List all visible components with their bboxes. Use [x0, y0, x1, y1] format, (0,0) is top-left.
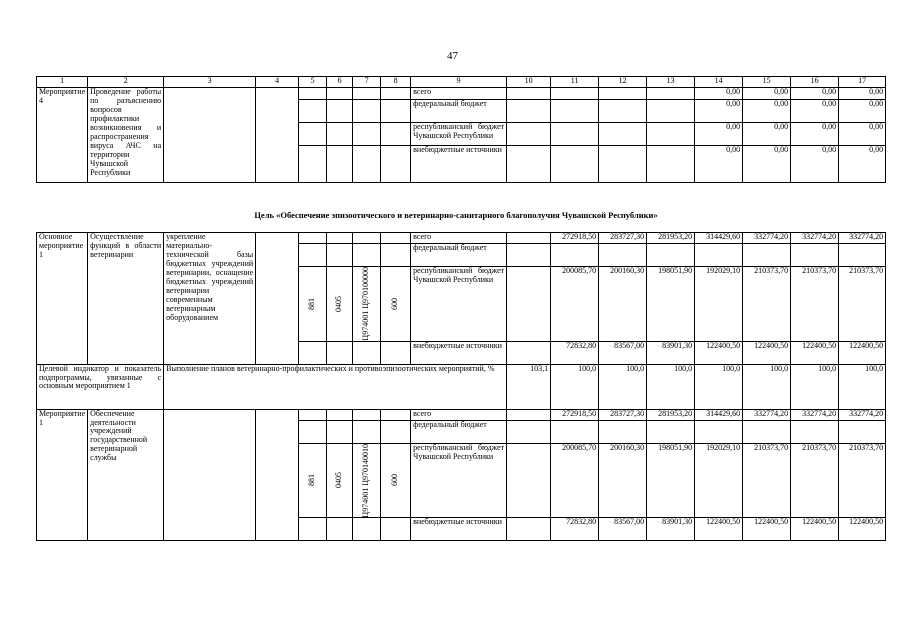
- value-cell: 0,00: [743, 123, 791, 146]
- value-cell: 210373,70: [791, 443, 839, 518]
- value-cell: 0,00: [791, 100, 839, 123]
- header-row: [37, 77, 886, 88]
- code-cell: [353, 518, 381, 541]
- vertical-code: 881: [307, 474, 317, 487]
- value-cell: [551, 88, 599, 100]
- value-cell: 283727,30: [599, 233, 647, 244]
- value-cell: 332774,20: [791, 409, 839, 420]
- header-cell: 8: [381, 77, 411, 88]
- value-cell: [507, 146, 551, 183]
- funding-source: федеральный бюджет: [411, 100, 507, 123]
- header-cell: 7: [353, 77, 381, 88]
- event-label: Мероприятие 1: [37, 409, 88, 541]
- value-cell: 200085,70: [551, 267, 599, 342]
- event-label: Основное мероприятие 1: [37, 233, 88, 365]
- value-cell: 100,0: [695, 364, 743, 409]
- value-cell: [599, 123, 647, 146]
- code-cell: [353, 420, 381, 443]
- header-cell: 1: [37, 77, 88, 88]
- code-cell: [299, 443, 327, 518]
- funding-source: республиканский бюджет Чувашской Республики: [411, 443, 507, 518]
- code-cell: [381, 244, 411, 267]
- code-cell: [327, 88, 353, 100]
- funding-source: всего: [411, 233, 507, 244]
- value-cell: 0,00: [839, 100, 886, 123]
- value-cell: [647, 100, 695, 123]
- value-cell: [551, 244, 599, 267]
- funding-source: федеральный бюджет: [411, 420, 507, 443]
- funding-source: всего: [411, 88, 507, 100]
- table-cell: [256, 88, 299, 183]
- code-cell: [381, 123, 411, 146]
- code-cell: [353, 341, 381, 364]
- value-cell: 122400,50: [695, 518, 743, 541]
- code-cell: [299, 146, 327, 183]
- value-cell: 100,0: [551, 364, 599, 409]
- value-cell: 0,00: [791, 88, 839, 100]
- code-cell: [327, 100, 353, 123]
- event-label: Мероприятие 4: [37, 88, 88, 183]
- value-cell: 83567,00: [599, 518, 647, 541]
- code-cell: [353, 267, 381, 342]
- table-cell: [256, 409, 299, 541]
- header-cell: 11: [551, 77, 599, 88]
- code-cell: [381, 267, 411, 342]
- code-cell: [299, 100, 327, 123]
- value-cell: [507, 267, 551, 342]
- table-row: [37, 88, 886, 100]
- value-cell: 122400,50: [743, 518, 791, 541]
- funding-source: республиканский бюджет Чувашской Республики: [411, 123, 507, 146]
- value-cell: 210373,70: [791, 267, 839, 342]
- value-cell: 200085,70: [551, 443, 599, 518]
- value-cell: 0,00: [791, 123, 839, 146]
- vertical-code: 881: [307, 297, 317, 310]
- funding-source: внебюджетные источники: [411, 146, 507, 183]
- code-cell: [299, 233, 327, 244]
- value-cell: [507, 443, 551, 518]
- value-cell: [551, 146, 599, 183]
- code-cell: [381, 233, 411, 244]
- header-cell: 14: [695, 77, 743, 88]
- value-cell: [599, 88, 647, 100]
- value-cell: 192029,10: [695, 443, 743, 518]
- value-cell: 0,00: [743, 146, 791, 183]
- value-cell: 0,00: [695, 146, 743, 183]
- value-cell: 122400,50: [743, 341, 791, 364]
- value-cell: 83901,30: [647, 341, 695, 364]
- value-cell: 332774,20: [839, 409, 886, 420]
- code-cell: [327, 233, 353, 244]
- program-table-main: [36, 232, 886, 541]
- code-cell: [299, 244, 327, 267]
- code-cell: [353, 233, 381, 244]
- funding-source: внебюджетные источники: [411, 518, 507, 541]
- value-cell: 332774,20: [743, 233, 791, 244]
- value-cell: [507, 233, 551, 244]
- value-cell: 83901,30: [647, 518, 695, 541]
- vertical-code: 0405: [334, 295, 344, 312]
- value-cell: 122400,50: [839, 518, 886, 541]
- value-cell: 281953,20: [647, 233, 695, 244]
- funding-source: всего: [411, 409, 507, 420]
- value-cell: 103,1: [507, 364, 551, 409]
- code-cell: [299, 420, 327, 443]
- header-cell: 12: [599, 77, 647, 88]
- program-table-top: [36, 76, 886, 183]
- value-cell: 283727,30: [599, 409, 647, 420]
- value-cell: 100,0: [839, 364, 886, 409]
- value-cell: 72832,80: [551, 341, 599, 364]
- value-cell: [599, 100, 647, 123]
- value-cell: 200160,30: [599, 267, 647, 342]
- code-cell: [327, 123, 353, 146]
- value-cell: 332774,20: [839, 233, 886, 244]
- value-cell: [791, 420, 839, 443]
- code-cell: [353, 443, 381, 518]
- code-cell: [381, 88, 411, 100]
- value-cell: [647, 420, 695, 443]
- value-cell: [743, 244, 791, 267]
- value-cell: [599, 244, 647, 267]
- value-cell: 0,00: [791, 146, 839, 183]
- indicator-row: [37, 364, 886, 409]
- table-row: [37, 233, 886, 244]
- value-cell: 210373,70: [839, 443, 886, 518]
- table-row: [37, 409, 886, 420]
- value-cell: [507, 420, 551, 443]
- value-cell: 122400,50: [695, 341, 743, 364]
- value-cell: 0,00: [839, 146, 886, 183]
- value-cell: 332774,20: [743, 409, 791, 420]
- value-cell: 332774,20: [791, 233, 839, 244]
- value-cell: [551, 123, 599, 146]
- value-cell: [599, 420, 647, 443]
- page-number: 47: [447, 50, 458, 62]
- header-cell: 6: [327, 77, 353, 88]
- value-cell: 0,00: [839, 88, 886, 100]
- value-cell: 122400,50: [791, 518, 839, 541]
- value-cell: 122400,50: [839, 341, 886, 364]
- value-cell: 198051,90: [647, 443, 695, 518]
- value-cell: 100,0: [791, 364, 839, 409]
- value-cell: 0,00: [839, 123, 886, 146]
- event-description: Обеспечение деятельности учреждений государственной ветеринарной службы: [88, 409, 164, 541]
- value-cell: 100,0: [743, 364, 791, 409]
- value-cell: 100,0: [647, 364, 695, 409]
- value-cell: 72832,80: [551, 518, 599, 541]
- header-cell: 3: [164, 77, 256, 88]
- value-cell: [839, 244, 886, 267]
- event-description: Проведение работы по разъяснению вопросов профилактики возникновения и распространения вируса АЧС на территории Чувашской Республики: [88, 88, 164, 183]
- funding-source: федеральный бюджет: [411, 244, 507, 267]
- code-cell: [327, 146, 353, 183]
- funding-source: внебюджетные источники: [411, 341, 507, 364]
- code-cell: [327, 443, 353, 518]
- value-cell: [839, 420, 886, 443]
- indicator-text: Выполнение планов ветеринарно-профилактических и противоэпизоотических мероприятий, %: [164, 364, 507, 409]
- header-cell: 4: [256, 77, 299, 88]
- vertical-code: 600: [390, 297, 400, 310]
- header-cell: 16: [791, 77, 839, 88]
- table-cell: [164, 409, 256, 541]
- value-cell: [647, 123, 695, 146]
- code-cell: [381, 341, 411, 364]
- value-cell: [743, 420, 791, 443]
- code-cell: [299, 267, 327, 342]
- value-cell: [507, 341, 551, 364]
- value-cell: [647, 146, 695, 183]
- value-cell: 192029,10: [695, 267, 743, 342]
- header-cell: 15: [743, 77, 791, 88]
- value-cell: 122400,50: [791, 341, 839, 364]
- value-cell: 0,00: [695, 88, 743, 100]
- code-cell: [299, 518, 327, 541]
- value-cell: [507, 244, 551, 267]
- header-cell: 10: [507, 77, 551, 88]
- code-cell: [299, 409, 327, 420]
- vertical-code: 600: [390, 474, 400, 487]
- value-cell: [695, 420, 743, 443]
- code-cell: [381, 518, 411, 541]
- code-cell: [353, 244, 381, 267]
- header-cell: 13: [647, 77, 695, 88]
- value-cell: [551, 100, 599, 123]
- value-cell: [507, 409, 551, 420]
- code-cell: [353, 409, 381, 420]
- value-cell: 198051,90: [647, 267, 695, 342]
- code-cell: [381, 100, 411, 123]
- value-cell: [551, 420, 599, 443]
- value-cell: [507, 518, 551, 541]
- event-purpose: укрепление материально-технической базы бюджетных учреждений ветеринарии, оснащение бюджетных учреждений ветеринарии современным ветеринарным оборудованием: [164, 233, 256, 365]
- code-cell: [327, 420, 353, 443]
- code-cell: [327, 518, 353, 541]
- value-cell: 272918,50: [551, 409, 599, 420]
- header-cell: 5: [299, 77, 327, 88]
- code-cell: [327, 341, 353, 364]
- value-cell: [647, 244, 695, 267]
- value-cell: 83567,00: [599, 341, 647, 364]
- code-cell: [381, 420, 411, 443]
- goal-title: Цель «Обеспечение эпизоотического и ветеринарно-санитарного благополучия Чувашской Республики»: [254, 210, 658, 220]
- code-cell: [381, 146, 411, 183]
- code-cell: [353, 100, 381, 123]
- header-cell: 9: [411, 77, 507, 88]
- code-cell: [353, 123, 381, 146]
- value-cell: 281953,20: [647, 409, 695, 420]
- code-cell: [381, 443, 411, 518]
- table-cell: [256, 233, 299, 365]
- value-cell: 210373,70: [743, 267, 791, 342]
- value-cell: 0,00: [695, 100, 743, 123]
- event-description: Осуществление функций в области ветеринарии: [88, 233, 164, 365]
- value-cell: [647, 88, 695, 100]
- code-cell: [299, 123, 327, 146]
- code-cell: [299, 341, 327, 364]
- code-cell: [353, 88, 381, 100]
- value-cell: 0,00: [695, 123, 743, 146]
- header-cell: 17: [839, 77, 886, 88]
- table-cell: [164, 88, 256, 183]
- value-cell: 100,0: [599, 364, 647, 409]
- value-cell: 210373,70: [839, 267, 886, 342]
- value-cell: [507, 88, 551, 100]
- value-cell: [507, 123, 551, 146]
- header-cell: 2: [88, 77, 164, 88]
- value-cell: 210373,70: [743, 443, 791, 518]
- code-cell: [381, 409, 411, 420]
- value-cell: 200160,30: [599, 443, 647, 518]
- funding-source: республиканский бюджет Чувашской Республики: [411, 267, 507, 342]
- value-cell: 314429,60: [695, 233, 743, 244]
- value-cell: 0,00: [743, 100, 791, 123]
- code-cell: [327, 267, 353, 342]
- code-cell: [353, 146, 381, 183]
- code-cell: [327, 409, 353, 420]
- code-cell: [327, 244, 353, 267]
- vertical-code: Ц974001 Ц970140010: [361, 443, 371, 518]
- value-cell: [599, 146, 647, 183]
- vertical-code: Ц974001 Ц970100000: [361, 267, 371, 341]
- indicator-label: Целевой индикатор и показатель подпрограммы, увязанные с основным мероприятием 1: [37, 364, 164, 409]
- value-cell: 0,00: [743, 88, 791, 100]
- value-cell: [695, 244, 743, 267]
- value-cell: 272918,50: [551, 233, 599, 244]
- value-cell: [507, 100, 551, 123]
- code-cell: [299, 88, 327, 100]
- value-cell: 314429,60: [695, 409, 743, 420]
- vertical-code: 0405: [334, 472, 344, 489]
- value-cell: [791, 244, 839, 267]
